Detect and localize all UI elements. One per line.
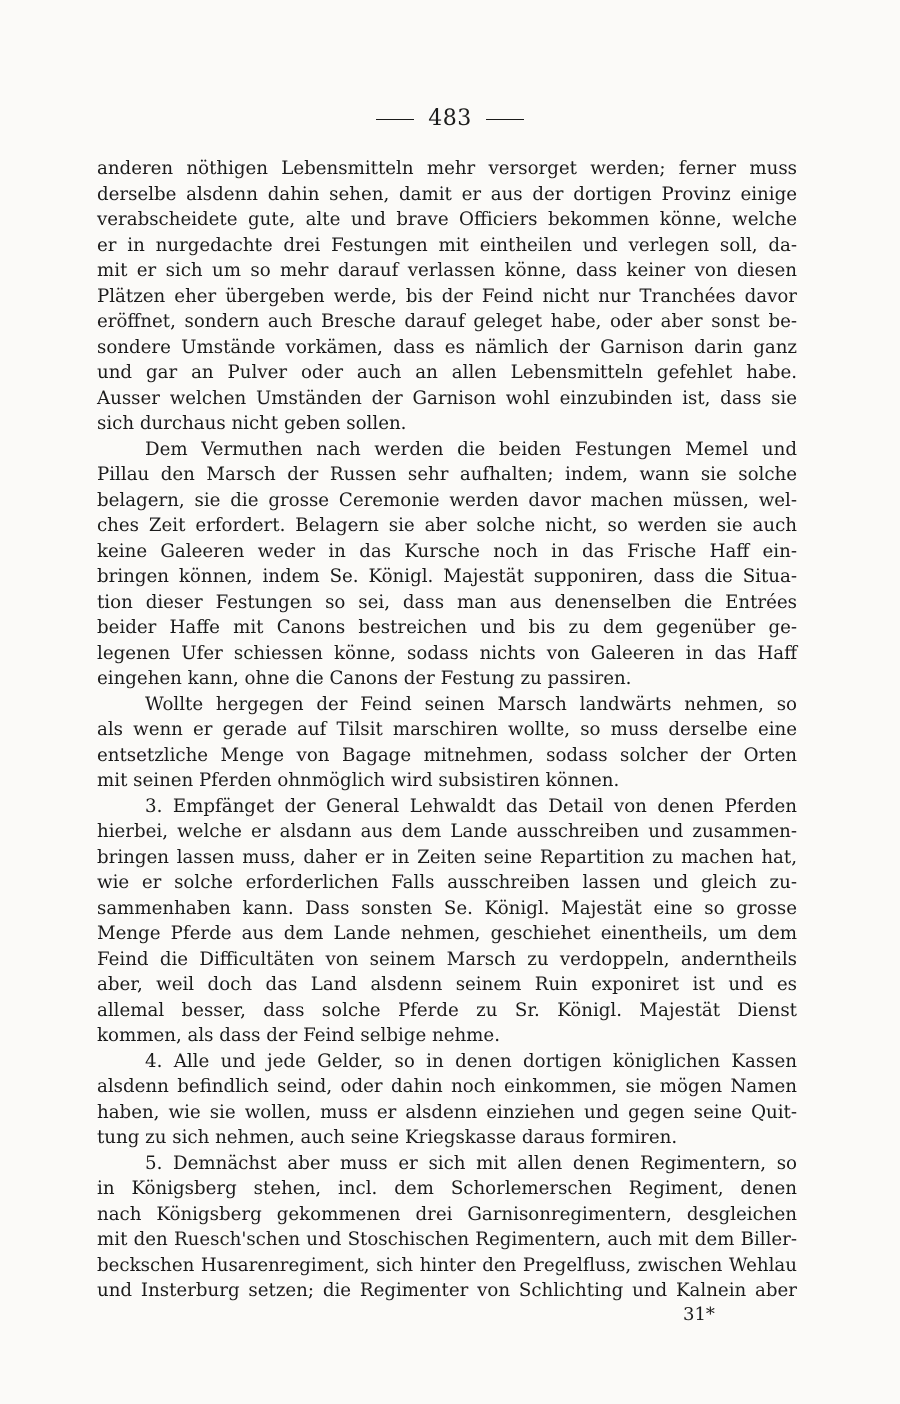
text-line: Menge Pferde aus dem Lande nehmen, geschiehet einentheils, um dem [97, 923, 797, 944]
text-line: bringen können, indem Se. Königl. Majestät supponiren, dass die Situa- [97, 566, 797, 587]
text-line: alsdenn befindlich seind, oder dahin noch einkommen, sie mögen Namen [97, 1076, 797, 1097]
text-line: allemal besser, dass solche Pferde zu Sr. Königl. Majestät Dienst [97, 999, 797, 1021]
text-line: ches Zeit erfordert. Belagern sie aber solche nicht, so werden sie auch [97, 515, 797, 536]
text-line: keine Galeeren weder in das Kursche noch in das Frische Haff ein- [97, 540, 797, 562]
text-line: tung zu sich nehmen, auch seine Kriegskasse daraus formiren. [97, 1127, 678, 1148]
text-line: Ausser welchen Umständen der Garnison wohl einzubinden ist, dass sie [97, 387, 797, 409]
text-line: beckschen Husarenregiment, sich hinter den Pregelfluss, zwischen Wehlau [97, 1254, 797, 1276]
text-line: mit er sich um so mehr darauf verlassen könne, dass keiner von diesen [97, 260, 797, 281]
text-line: Plätzen eher übergeben werde, bis der Feind nicht nur Tranchées davor [97, 285, 797, 307]
text-line: beider Haffe mit Canons bestreichen und bis zu dem gegenüber ge- [97, 617, 797, 638]
text-line: als wenn er gerade auf Tilsit marschiren wollte, so muss derselbe eine [97, 719, 797, 740]
text-line: legenen Ufer schiessen könne, sodass nichts von Galeeren in das Haff [97, 642, 797, 664]
text-line: tion dieser Festungen so sei, dass man aus denenselben die Entrées [97, 591, 797, 613]
text-line: aber, weil doch das Land alsdenn seinem Ruin exponiret ist und es [97, 974, 797, 995]
text-line: eingehen kann, ohne die Canons der Festung zu passiren. [97, 668, 632, 689]
text-line: eröffnet, sondern auch Bresche darauf geleget habe, oder aber sonst be- [97, 311, 797, 332]
paragraph-first-line: Wollte hergegen der Feind seinen Marsch landwärts nehmen, so [145, 693, 797, 715]
text-line: anderen nöthigen Lebensmitteln mehr versorget werden; ferner muss [97, 158, 797, 179]
text-line: haben, wie sie wollen, muss er alsdenn einziehen und gegen seine Quit- [97, 1101, 797, 1123]
text-line: und Insterburg setzen; die Regimenter von Schlichting und Kalnein aber [97, 1280, 797, 1301]
text-line: nach Königsberg gekommenen drei Garnisonregimentern, desgleichen [97, 1203, 797, 1225]
text-line: wie er solche erforderlichen Falls ausschreiben lassen und gleich zu- [97, 872, 797, 893]
text-line: mit seinen Pferden ohnmöglich wird subsistiren können. [97, 770, 620, 791]
text-line: in Königsberg stehen, incl. dem Schorlemerschen Regiment, denen [97, 1178, 797, 1199]
signature-mark: 31* [683, 1304, 715, 1325]
text-line: Pillau den Marsch der Russen sehr aufhalten; indem, wann sie solche [97, 464, 797, 485]
text-line: derselbe alsdenn dahin sehen, damit er aus der dortigen Provinz einige [97, 183, 797, 205]
header-dash-left [376, 119, 414, 120]
text-line: hierbei, welche er alsdann aus dem Lande ausschreiben und zusammen- [97, 821, 797, 842]
text-line: kommen, als dass der Feind selbige nehme. [97, 1025, 500, 1046]
text-line: und gar an Pulver oder auch an allen Lebensmitteln gefehlet habe. [97, 362, 797, 383]
body-text [97, 156, 797, 1304]
text-line: entsetzliche Menge von Bagage mitnehmen, sodass solcher der Orten [97, 744, 797, 766]
paragraph-first-line: 3. Empfänget der General Lehwaldt das Detail von denen Pferden [145, 795, 797, 817]
text-line: Feind die Difficultäten von seinem Marsch zu verdoppeln, anderntheils [97, 948, 797, 970]
text-line: mit den Ruesch'schen und Stoschischen Regimentern, auch mit dem Biller- [97, 1229, 797, 1250]
text-line: belagern, sie die grosse Ceremonie werden davor machen müssen, wel- [97, 489, 797, 511]
text-line: sondere Umstände vorkämen, dass es nämlich der Garnison darin ganz [97, 336, 797, 358]
text-line: sammenhaben kann. Dass sonsten Se. Königl. Majestät eine so grosse [97, 897, 797, 919]
page-number: 483 [428, 106, 472, 131]
paragraph-first-line: 4. Alle und jede Gelder, so in denen dortigen königlichen Kassen [145, 1050, 797, 1072]
page-header [0, 104, 900, 134]
text-line: bringen lassen muss, daher er in Zeiten seine Repartition zu machen hat, [97, 846, 797, 868]
text-line: er in nurgedachte drei Festungen mit eintheilen und verlegen soll, da- [97, 234, 797, 256]
text-line: verabscheidete gute, alte und brave Officiers bekommen könne, welche [97, 209, 797, 230]
header-dash-right [486, 119, 524, 120]
text-line: sich durchaus nicht geben sollen. [97, 413, 407, 434]
paragraph-first-line: Dem Vermuthen nach werden die beiden Festungen Memel und [145, 438, 797, 460]
paragraph-first-line: 5. Demnächst aber muss er sich mit allen denen Regimentern, so [145, 1152, 797, 1174]
